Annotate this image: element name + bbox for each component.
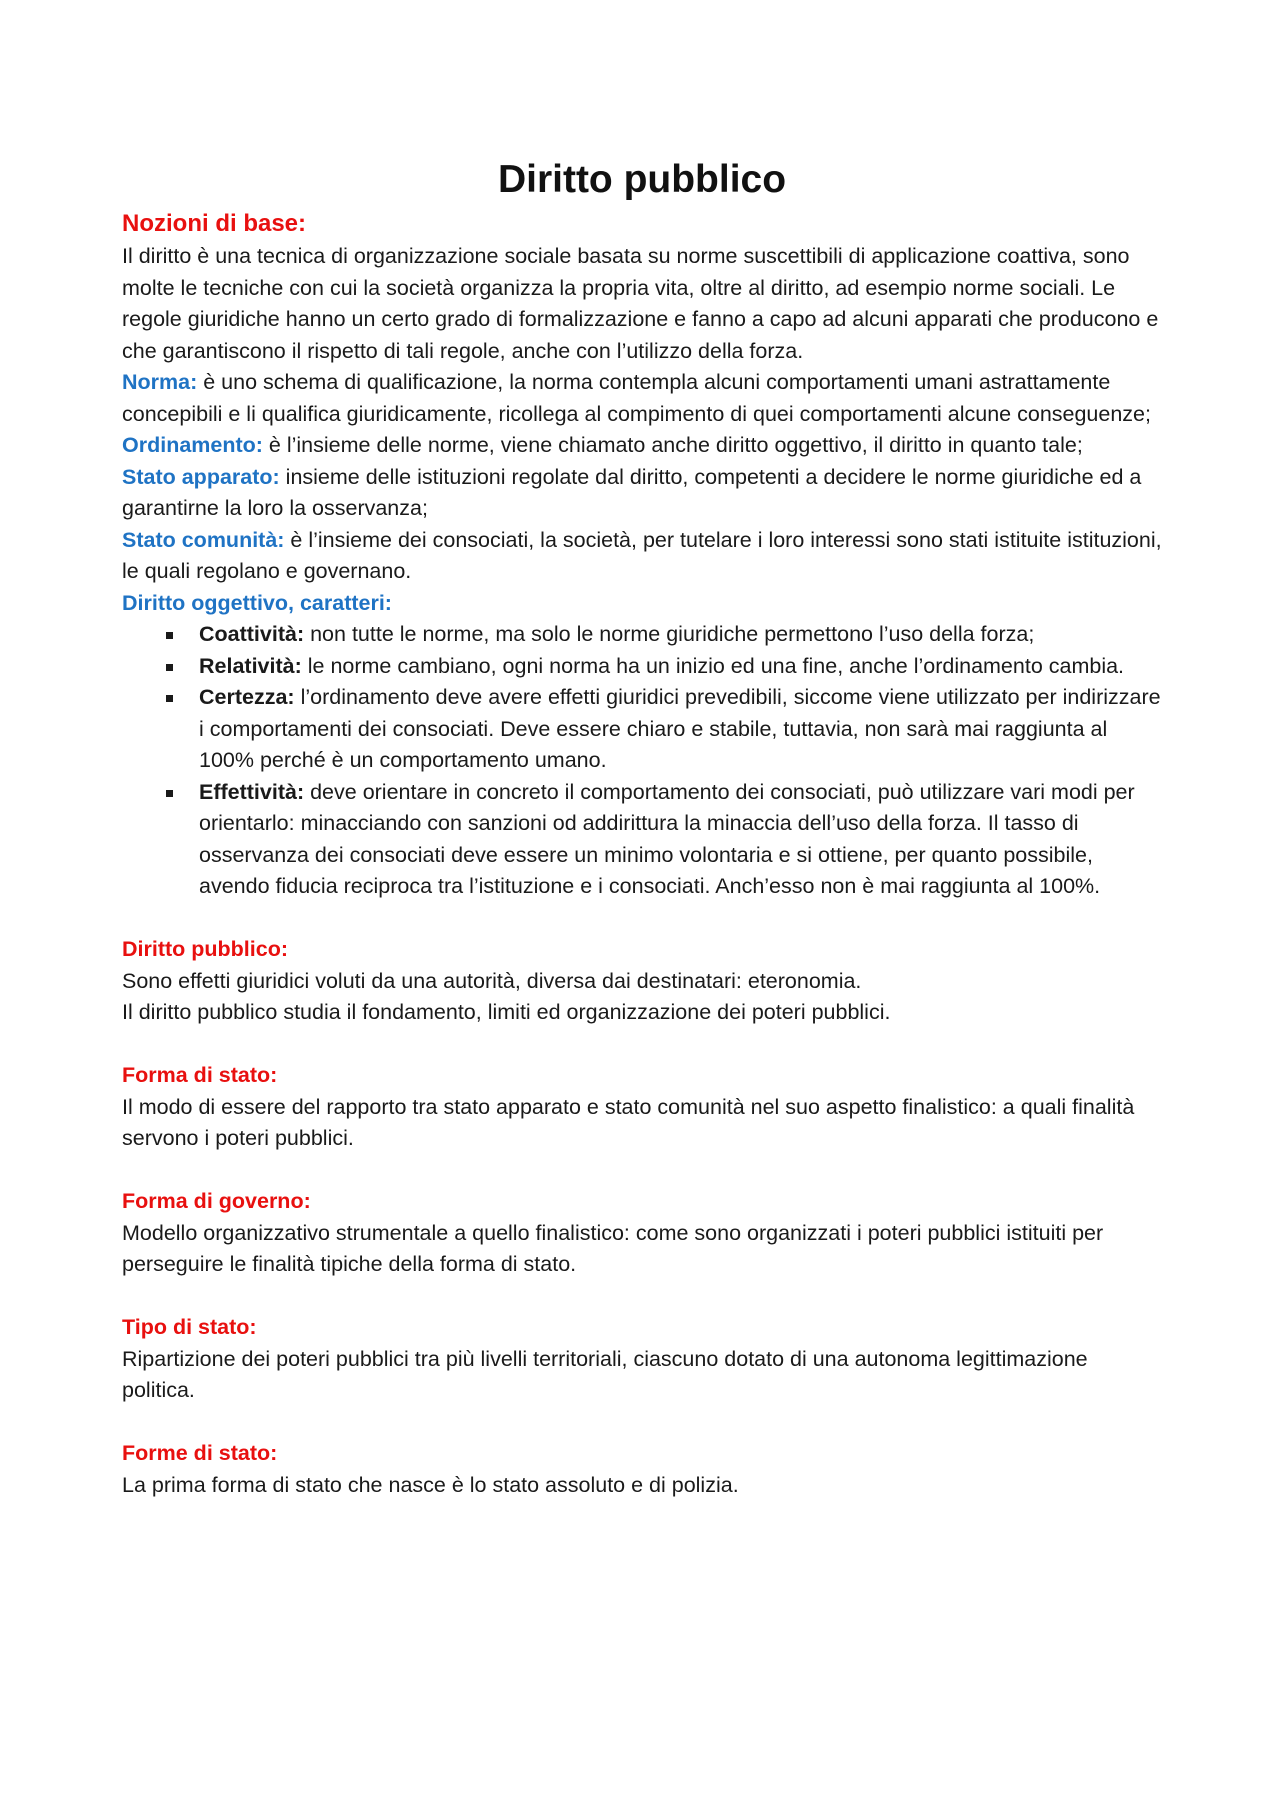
spacer [122, 1029, 1162, 1061]
section-line: Sono effetti giuridici voluti da una autorità, diversa dai destinatari: eteronomia. [122, 968, 862, 993]
definition-term: Ordinamento: [122, 433, 263, 457]
definition-text: è uno schema di qualificazione, la norma contempla alcuni comportamenti umani astrattamente concepibili e li qualifica giuridicamente, ricollega al compimento di quei comportamenti alcune conseguenze; [122, 370, 1151, 426]
section-heading-forma-di-governo: Forma di governo: [122, 1189, 311, 1213]
bullet-square-icon [166, 695, 173, 702]
definition-term: Stato apparato: [122, 464, 280, 489]
page-title: Diritto pubblico [497, 158, 787, 201]
list-item-term: Coattività: [199, 622, 305, 646]
list-item-term: Relatività: [199, 653, 302, 678]
section-line: Il modo di essere del rapporto tra stato apparato e stato comunità nel suo aspetto finalistico: a quali finalità servono i poteri pubblici. [122, 1094, 1135, 1150]
list-item [199, 777, 1162, 903]
document-page [122, 155, 1162, 1501]
section-line: La prima forma di stato che nasce è lo stato assoluto e di polizia. [122, 1472, 739, 1497]
list-item [199, 682, 1162, 777]
spacer [122, 1281, 1162, 1313]
definition-text: insieme delle istituzioni regolate dal diritto, competenti a decidere le norme giuridiche ed a garantirne la loro la osservanza; [122, 464, 1142, 520]
definition-term: Stato comunità: [122, 527, 285, 552]
section-line: Ripartizione dei poteri pubblici tra più livelli territoriali, ciascuno dotato di una autonoma legittimazione politica. [122, 1346, 1088, 1402]
list-item-text: le norme cambiano, ogni norma ha un inizio ed una fine, anche l’ordinamento cambia. [301, 653, 1125, 678]
section-line: Il diritto pubblico studia il fondamento, limiti ed organizzazione dei poteri pubblici. [122, 1000, 891, 1024]
definition-ordinamento [122, 430, 1162, 462]
bullet-square-icon [166, 790, 173, 797]
list-item-term: Certezza: [199, 685, 295, 709]
definition-term: Norma: [122, 370, 198, 394]
definition-norma [122, 367, 1162, 430]
bullet-square-icon [166, 664, 173, 671]
list-item-text: non tutte le norme, ma solo le norme giuridiche permettono l’uso della forza; [304, 622, 1035, 646]
definition-text: è l’insieme dei consociati, la società, per tutelare i loro interessi sono stati istituite istituzioni, le quali regolano e governano. [122, 527, 1162, 583]
section-heading-tipo-di-stato: Tipo di stato: [122, 1315, 257, 1339]
section-heading-forma-di-stato: Forma di stato: [122, 1063, 278, 1087]
spacer [122, 1407, 1162, 1439]
bullet-square-icon [166, 632, 173, 639]
intro-paragraph: Il diritto è una tecnica di organizzazione sociale basata su norme suscettibili di applicazione coattiva, sono molte le tecniche con cui la società organizza la propria vita, oltre al diritto, ad esempio norme sociali. Le regole giuridiche hanno un certo grado di formalizzazione e fanno a capo ad alcuni apparati che producono e che garantiscono il rispetto di tali regole, anche con l’utilizzo della forza. [122, 244, 1159, 363]
caratteri-heading: Diritto oggettivo, caratteri: [122, 590, 392, 615]
definition-stato-comunita [122, 525, 1162, 588]
list-item [199, 651, 1162, 683]
definition-stato-apparato [122, 462, 1162, 525]
section-heading-diritto-pubblico: Diritto pubblico: [122, 937, 288, 961]
section-heading-forme-di-stato: Forme di stato: [122, 1441, 278, 1465]
list-item-text: l’ordinamento deve avere effetti giuridici prevedibili, siccome viene utilizzato per indirizzare i comportamenti dei consociati. Deve essere chiaro e stabile, tuttavia, non sarà mai raggiunta al 100% perché è un comportamento umano. [199, 685, 1161, 772]
list-item-term: Effettività: [199, 779, 305, 804]
list-item [199, 619, 1162, 651]
definition-text: è l’insieme delle norme, viene chiamato anche diritto oggettivo, il diritto in quanto tale; [262, 433, 1083, 457]
spacer [122, 903, 1162, 935]
section-line: Modello organizzativo strumentale a quello finalistico: come sono organizzati i poteri pubblici istituiti per perseguire le finalità tipiche della forma di stato. [122, 1220, 1104, 1276]
section-heading-nozioni: Nozioni di base: [122, 210, 307, 237]
list-item-text: deve orientare in concreto il comportamento dei consociati, può utilizzare vari modi per orientarlo: minacciando con sanzioni od addirittura la minaccia dell’uso della forza. Il tasso di osservanza dei consociati deve essere un minimo volontaria e si ottiene, per quanto possibile, avendo fiducia reciproca tra l’istituzione e i consociati. Anch’esso non è mai raggiunta al 100%. [199, 779, 1135, 898]
caratteri-list [122, 619, 1162, 903]
spacer [122, 1155, 1162, 1187]
